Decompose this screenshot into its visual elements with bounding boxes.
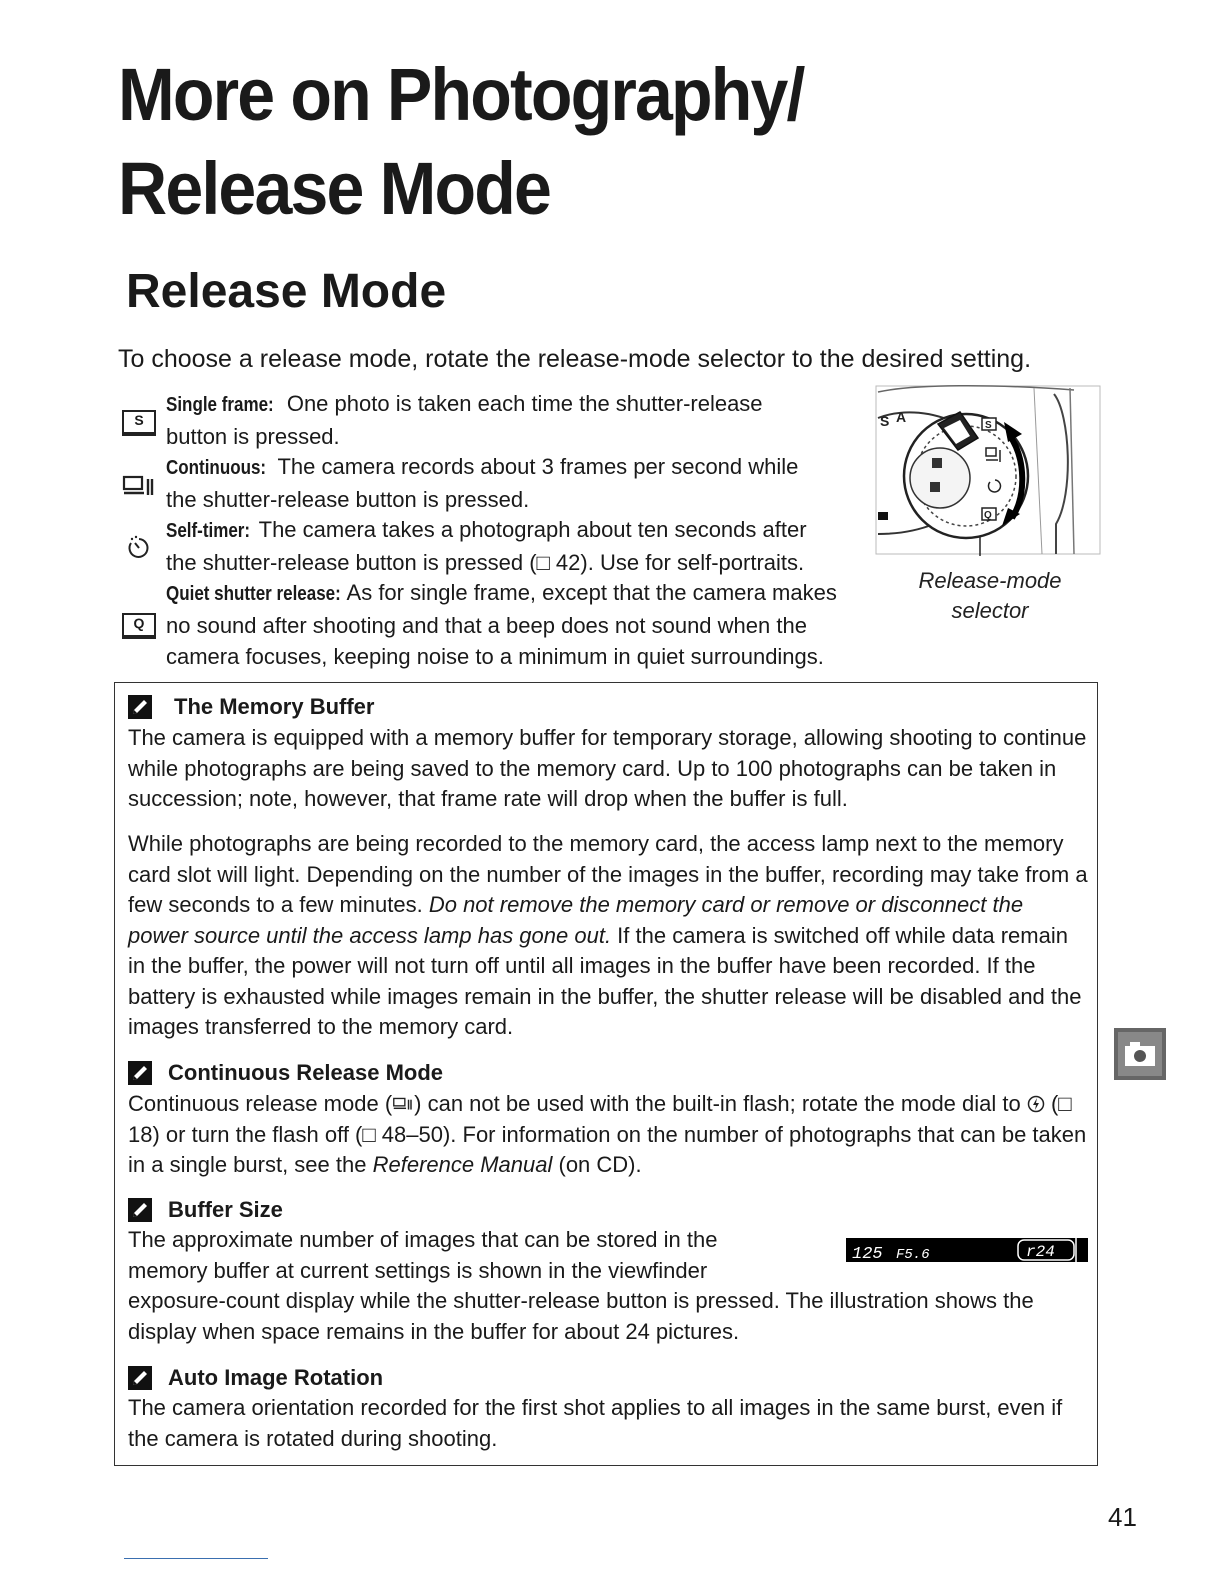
mode-desc: One photo is taken each time the shutter-release (286, 391, 763, 416)
continuous-icon (392, 1096, 414, 1112)
note-title: The Memory Buffer (174, 694, 375, 719)
chapter-title-line-2: Release Mode (118, 147, 550, 230)
section-title: Release Mode (126, 265, 447, 318)
pencil-note-icon (128, 695, 152, 719)
mode-self-timer (118, 514, 848, 578)
note-text: The approximate number of images that can be stored in the (128, 1227, 718, 1252)
footer-rule (124, 1558, 268, 1559)
vf-exposure-count: r24 (1026, 1243, 1055, 1261)
vf-aperture: F5.6 (896, 1247, 930, 1263)
note-text: Continuous release mode ( (128, 1091, 393, 1116)
vf-shutter-speed: 125 (852, 1245, 883, 1264)
note-text: While photographs are being recorded to the memory card, the access lamp next to the memory card slot will light. Depending on the number of the images in the buffer, recording may take from a few seconds to a few minutes. (128, 831, 1088, 917)
mode-desc: The camera takes a photograph about ten seconds after (258, 517, 807, 542)
figure-caption-line-1: Release-mode (918, 568, 1062, 593)
mode-desc-cont: button is pressed. (166, 424, 340, 449)
page-number: 41 (1108, 1502, 1137, 1532)
camera-chapter-tab-icon (1114, 1028, 1166, 1080)
mode-name: Quiet shutter release: (166, 583, 341, 605)
pencil-note-icon (128, 1366, 152, 1390)
self-timer-icon (122, 534, 156, 560)
mode-desc: As for single frame, except that the camera makes (346, 580, 837, 605)
dial-label-s: S (880, 413, 890, 429)
continuous-icon (122, 473, 156, 499)
manual-reference: Reference Manual (372, 1152, 553, 1177)
single-frame-icon: S (122, 410, 156, 436)
figure-caption-line-2: selector (951, 598, 1029, 623)
note-text: (□ 18) or turn the flash off (□ 48–50). For information on the number of photographs that can be taken in a single burst, see the (128, 1091, 1087, 1177)
note-text: If the camera is switched off while data remain in the buffer, the power will not turn off until all images in the buffer have been recorded. If the battery is exhausted while images remain in the buffer, the shutter release will be disabled and the images transferred to the memory card. (128, 922, 1082, 1039)
note-text: exposure-count display while the shutter-release button is pressed. The illustration shows the display when space remains in the buffer for about 24 pictures. (128, 1288, 1034, 1344)
warning-text: Do not remove the memory card or remove or disconnect the power source until the access lamp has gone out. (128, 892, 1024, 948)
mode-desc-cont: camera focuses, keeping noise to a minimum in quiet surroundings. (166, 644, 824, 669)
figure-caption (876, 566, 1104, 626)
mode-single-frame (118, 388, 848, 452)
release-mode-selector-illustration (874, 384, 1102, 556)
intro-text: To choose a release mode, rotate the release-mode selector to the desired setting. (118, 345, 1032, 373)
note-title: Continuous Release Mode (168, 1060, 444, 1085)
flash-off-mode-icon (1027, 1095, 1045, 1113)
mode-quiet-shutter (118, 577, 848, 673)
note-text: memory buffer at current settings is shown in the viewfinder (128, 1257, 708, 1283)
viewfinder-display-illustration (846, 1236, 1088, 1264)
chapter-title-line-1: More on Photography/ (118, 53, 804, 136)
mode-desc-cont: the shutter-release button is pressed (□ 42). Use for self-portraits. (166, 550, 805, 575)
mode-name: Self-timer: (166, 520, 251, 542)
selector-label-q: Q (984, 510, 992, 521)
pencil-note-icon (128, 1198, 152, 1222)
mode-name: Continuous: (166, 457, 267, 479)
note-continuous-p (128, 1089, 1088, 1181)
mode-continuous (118, 451, 848, 515)
note-title: Buffer Size (168, 1197, 283, 1222)
mode-desc-cont: no sound after shooting and that a beep does not sound when the (166, 613, 807, 638)
note-text: (on CD). (552, 1152, 642, 1177)
note-title: Auto Image Rotation (168, 1365, 384, 1390)
quiet-shutter-icon: Q (122, 613, 156, 639)
chapter-title (118, 48, 946, 236)
note-memory-buffer-p1: The camera is equipped with a memory buffer for temporary storage, allowing shooting to continue while photographs are being saved to the memory card. Up to 100 photographs can be taken in succession; note, however, that frame rate will drop when the buffer is full. (128, 725, 1087, 811)
note-text: ) can not be used with the built-in flash; rotate the mode dial to (414, 1091, 1027, 1116)
note-auto-rotation-p: The camera orientation recorded for the first shot applies to all images in the same burst, even if the camera is rotated during shooting. (128, 1395, 1063, 1451)
pencil-note-icon (128, 1061, 152, 1085)
selector-label-s: S (985, 420, 992, 431)
mode-desc-cont: the shutter-release button is pressed. (166, 487, 530, 512)
mode-desc: The camera records about 3 frames per second while (277, 454, 799, 479)
note-memory-buffer-p2 (128, 829, 1088, 1043)
mode-name: Single frame: (166, 394, 274, 416)
dial-label-a: A (896, 409, 907, 425)
